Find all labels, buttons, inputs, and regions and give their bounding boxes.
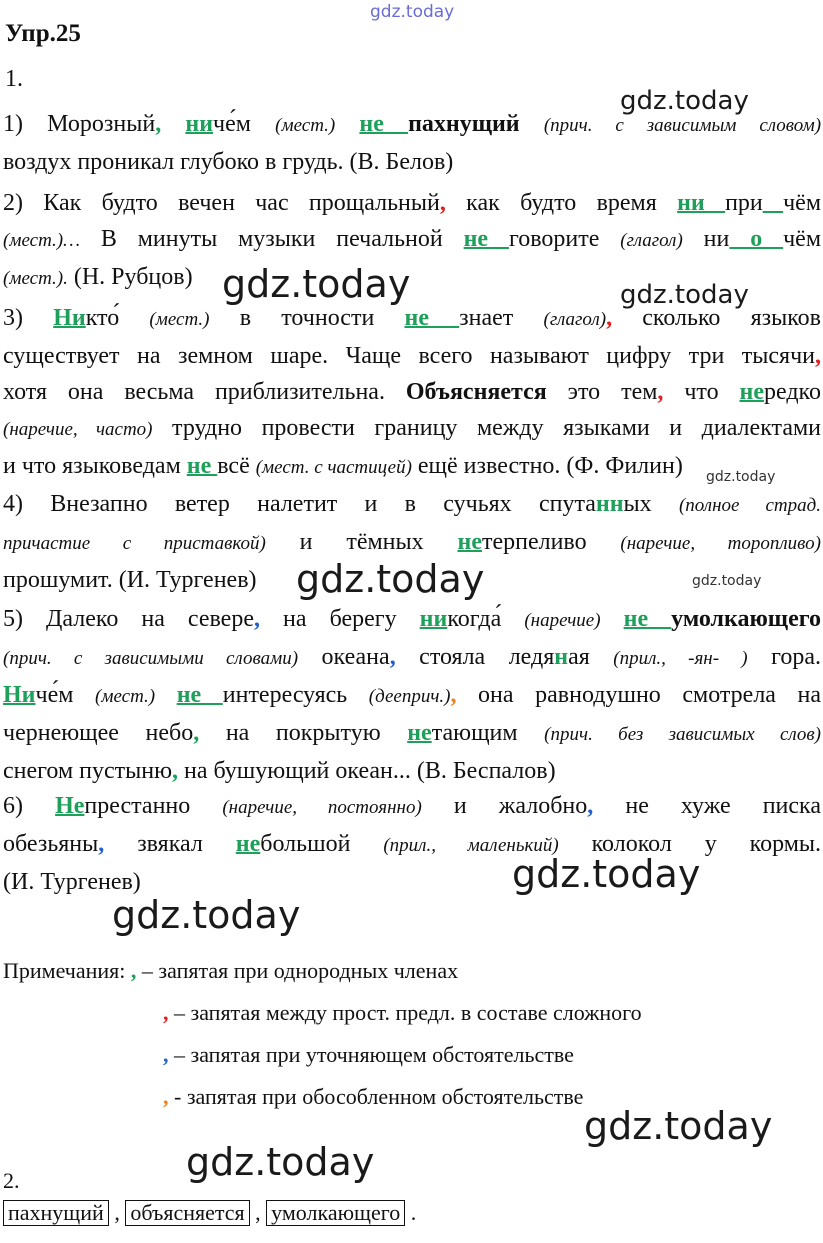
- morpheme-parse: пахнущий , объясняется , умолкающего .: [3, 1200, 416, 1226]
- watermark: gdz.today: [692, 573, 762, 589]
- sentence-1: 1) Морозный, ниче́м (мест.) не пахнущий (прич. с зависимым словом) воздух проникал глубоко в грудь. (В. Белов): [3, 111, 822, 175]
- notes-label: Примечания:: [3, 958, 126, 983]
- watermark: gdz.today: [296, 557, 485, 601]
- sentence-4: 4) Внезапно ветер налетит и в сучьях спутанных (полное страд. причастие с приставкой) и тёмных нетерпеливо (наречие, торопливо) прошумит. (И. Тургенев): [3, 491, 822, 593]
- watermark: gdz.today: [620, 280, 749, 310]
- sentence-5: 5) Далеко на севере, на берегу никогда́ (наречие) не умолкающего (прич. с зависимыми словами) океана, стояла ледяная (прил., -ян- ) гора. Ниче́м (мест.) не интересуясь (дееприч.), она равнодушно смотрела на чернеющее небо, на покрытую нетающим (прич. без зависимых слов) снегом пустыню, на бушующий океан... (В. Беспалов): [3, 606, 822, 784]
- parsed-word: пахнущий: [3, 1200, 109, 1226]
- sentence-2: 2) Как будто вечен час прощальный, как будто время ни при чём (мест.)… В минуты музыки печальной не говорите (глагол) ни о чём (мест.). (Н. Рубцов): [3, 190, 822, 290]
- parsed-word: умолкающего: [266, 1200, 405, 1226]
- watermark: gdz.today: [706, 469, 776, 485]
- part-number: 1.: [5, 66, 23, 92]
- watermark: gdz.today: [222, 262, 411, 306]
- watermark: gdz.today: [584, 1104, 773, 1148]
- watermark: gdz.today: [112, 893, 301, 937]
- sentence-6: 6) Непрестанно (наречие, постоянно) и жалобно, не хуже писка обезьяны, звякал небольшой (прил., маленький) колокол у кормы. (И. Тургенев): [3, 793, 822, 895]
- part-number: 2.: [3, 1168, 20, 1193]
- sentence-3: 3) Никто́ (мест.) в точности не знает (глагол), сколько языков существует на земном шаре. Чаще всего называют цифру три тысячи, хотя она весьма приблизительна. Объясняется это тем, что нередко (наречие, часто) трудно провести границу между языками и диалектами и что языковедам не всё (мест. с частицей) ещё известно. (Ф. Филин): [3, 305, 822, 479]
- watermark: gdz.today: [512, 852, 701, 896]
- notes: Примечания: , – запятая при однородных членах , – запятая между прост. предл. в составе сложного , – запятая при уточняющем обстоятельстве , - запятая при обособленном обстоятельстве: [3, 958, 642, 1109]
- watermark-top: gdz.today: [370, 2, 455, 22]
- watermark: gdz.today: [186, 1140, 375, 1184]
- exercise-title: Упр.25: [5, 20, 81, 47]
- parsed-word: объясняется: [125, 1200, 249, 1226]
- watermark: gdz.today: [620, 86, 749, 116]
